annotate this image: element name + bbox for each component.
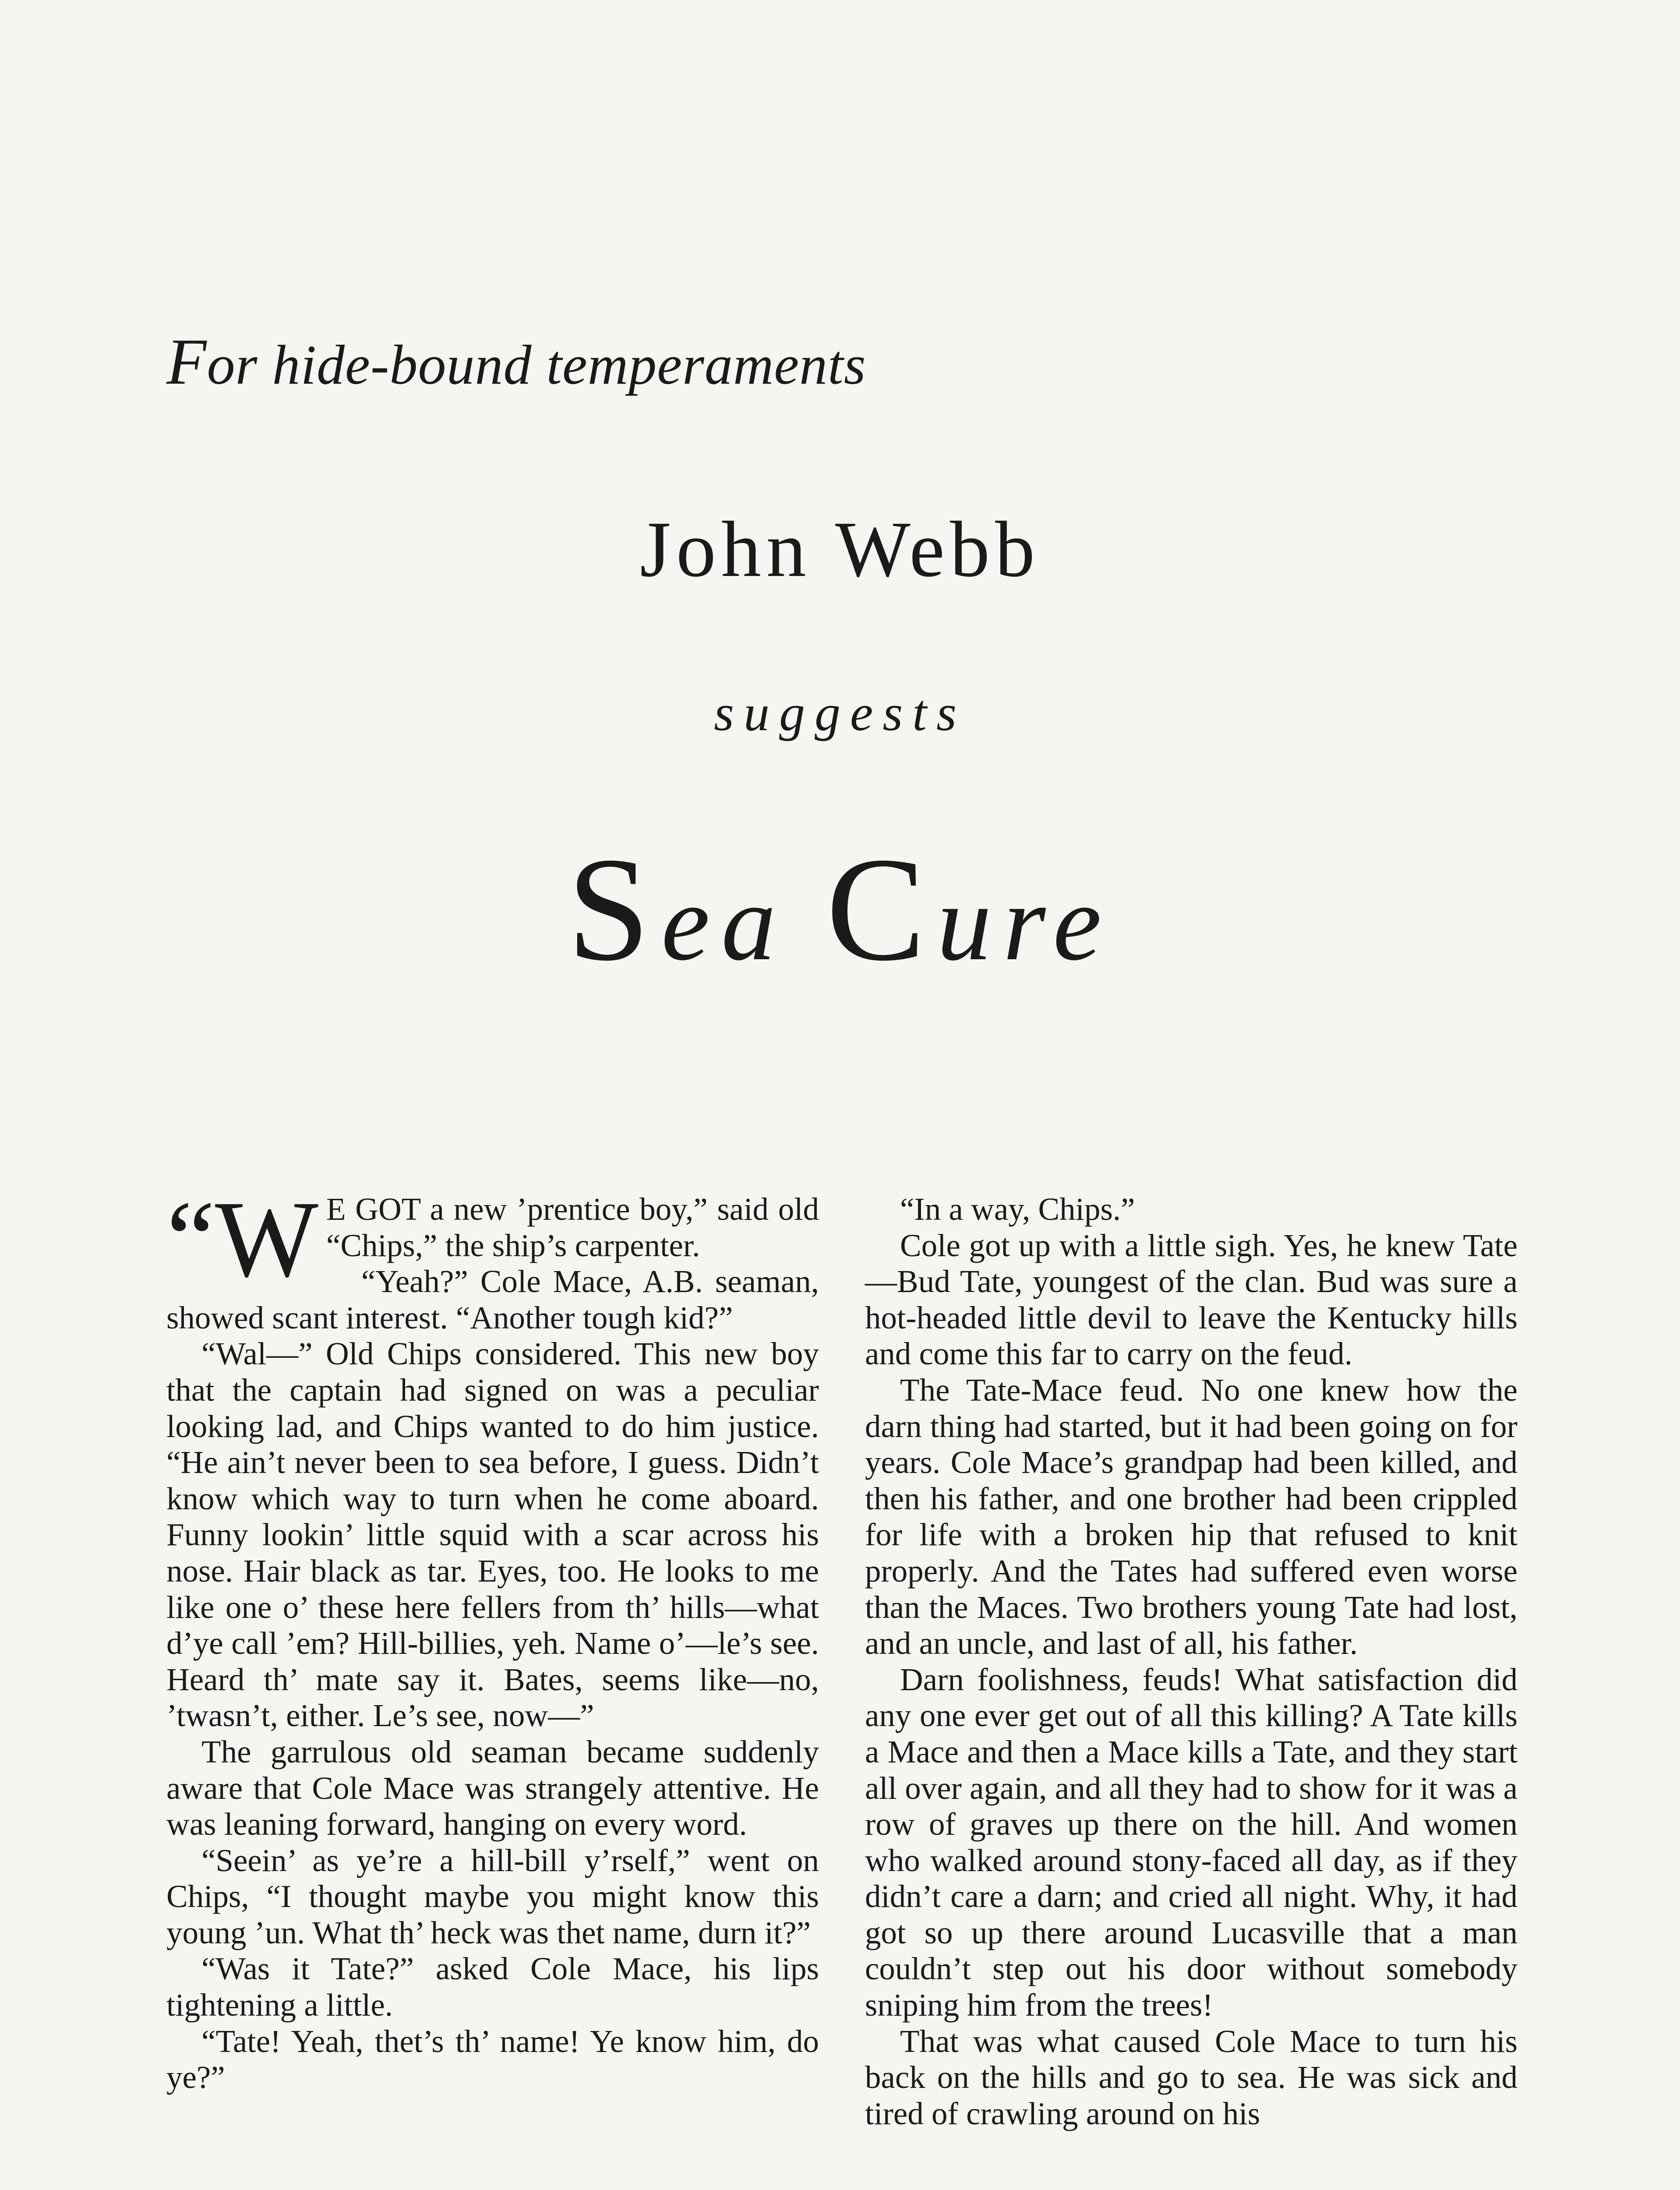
body-paragraph: “Yeah?” Cole Mace, A.B. seaman, showed scant interest. “Another tough kid?” — [166, 1264, 819, 1335]
body-paragraph: “Tate! Yeah, thet’s th’ name! Ye know him, do ye?” — [166, 2023, 819, 2095]
body-paragraph: “In a way, Chips.” — [900, 1191, 1135, 1227]
left-column — [166, 1179, 819, 2096]
kicker-text: or hide-bound temperaments — [207, 334, 866, 396]
drop-cap-letter: W — [215, 1179, 318, 1300]
story-title — [0, 823, 1680, 995]
body-paragraph: That was what caused Cole Mace to turn his back on the hills and go to sea. He was sick and tired of crawling around on his — [865, 2023, 1518, 2131]
suggests-label: suggests — [714, 684, 966, 742]
drop-cap-quote: “ — [166, 1179, 215, 1300]
body-paragraph: The Tate-Mace feud. No one knew how the darn thing had started, but it had been going on for years. Cole Mace’s grandpap had been killed, and then his father, and one brother had been crippled for life with a broken hip that refused to knit properly. And the Tates had suffered even worse than the Maces. Two brothers young Tate had lost, and an uncle, and last of all, his father. — [865, 1372, 1518, 1661]
article-kicker — [166, 324, 866, 399]
title-initial-s: S — [567, 827, 661, 992]
right-column — [865, 1191, 1518, 2132]
opening-paragraph-text: E GOT a new ’prentice boy,” said old “Chips,” the ship’s carpenter. — [326, 1191, 819, 1263]
body-paragraph: Cole got up with a little sigh. Yes, he knew Tate—Bud Tate, youngest of the clan. Bud was sure a hot-headed little devil to leave the Kentucky hills and come this far to carry on the feud. — [865, 1227, 1518, 1372]
body-paragraph: “Wal—” Old Chips considered. This new boy that the captain had signed on was a peculiar looking lad, and Chips wanted to do him justice. “He ain’t never been to sea before, I guess. Didn’t know which way to turn when he come aboard. Funny lookin’ little squid with a scar across his nose. Hair black as tar. Eyes, too. He looks to me like one o’ these here fellers from th’ hills—what d’ye call ’em? Hill-billies, yeh. Name o’—le’s see. Heard th’ mate say it. Bates, seems like—no, ’twasn’t, either. Le’s see, now—” — [166, 1336, 819, 1734]
body-paragraph: The garrulous old seaman became suddenly aware that Cole Mace was strangely attentive. He was leaning forward, hanging on every word. — [166, 1734, 819, 1842]
author-name: John Webb — [639, 505, 1041, 593]
title-part-2: ure — [937, 862, 1113, 983]
title-initial-c: C — [826, 827, 937, 992]
kicker-initial: F — [166, 325, 207, 398]
body-paragraph: “Was it Tate?” asked Cole Mace, his lips tightening a little. — [166, 1951, 819, 2023]
body-paragraph: Darn foolishness, feuds! What satisfaction did any one ever get out of all this killing? A Tate kills a Mace and then a Mace kills a Tate, and they start all over again, and all they had to show for it was a row of graves up there on the hill. And women who walked around stony-faced all day, as if they didn’t care a darn; and cried all night. Why, it had got so up there around Lucasville that a man couldn’t step out his door without somebody sniping him from the trees! — [865, 1661, 1518, 2023]
body-paragraph: “Seein’ as ye’re a hill-bill y’rself,” went on Chips, “I thought maybe you might know this young ’un. What th’ heck was thet name, durn it?” — [166, 1842, 819, 1950]
title-part-1: ea — [661, 862, 826, 983]
drop-cap — [166, 1179, 318, 1300]
